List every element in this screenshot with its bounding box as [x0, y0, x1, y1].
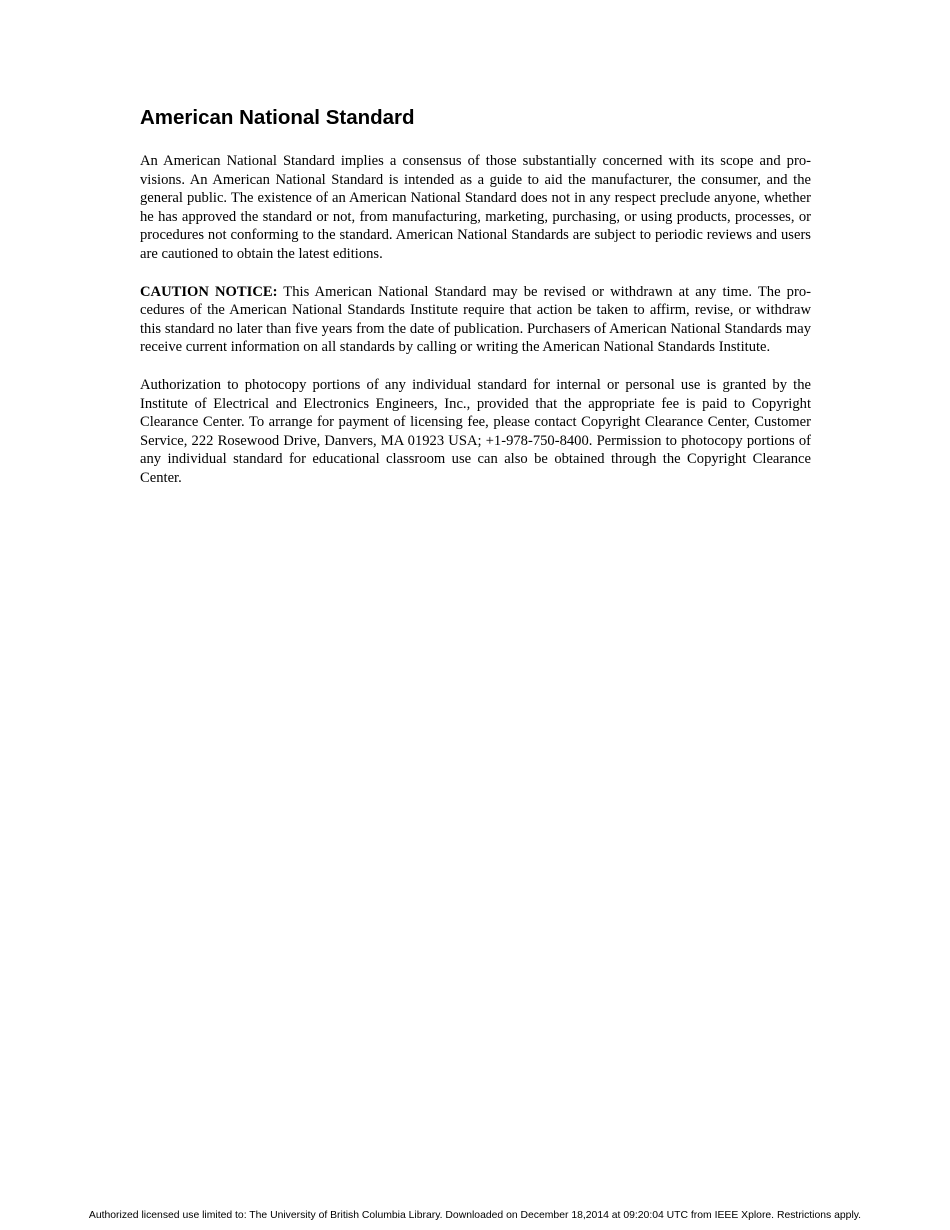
license-footer: Authorized licensed use limited to: The University of British Columbia Library. Downloaded on December 18,2014 at 09:20:04 UTC from IEEE Xplore. Restrictions apply. [88, 1210, 862, 1221]
document-page [140, 104, 811, 507]
caution-notice-text: This American National Standard may be revised or withdrawn at any time. The procedures of the American National Standards Institute require that action be taken to affirm, revise, or withdraw this standard no later than five years from the date of publication. Purchasers of American National Standards may receive current information on all standards by calling or writing the American National Standards Institute. [140, 283, 811, 356]
caution-notice-label: CAUTION NOTICE: [140, 283, 278, 300]
body-paragraph-ans-definition: An American National Standard implies a consensus of those substantially concerned with its scope and provisions. An American National Standard is intended as a guide to aid the manufacturer, the consumer, and the general public. The existence of an American National Standard does not in any respect preclude anyone, whether he has approved the standard or not, from manufacturing, marketing, purchasing, or using products, processes, or procedures not conforming to the standard. American National Standards are subject to periodic reviews and users are cautioned to obtain the latest editions. [140, 153, 811, 262]
body-paragraph-photocopy-authorization: Authorization to photocopy portions of any individual standard for internal or personal use is granted by the Institute of Electrical and Electronics Engineers, Inc., provided that the appropriate fee is paid to Copyright Clearance Center. To arrange for payment of licensing fee, please contact Copyright Clearance Center, Customer Service, 222 Rosewood Drive, Danvers, MA 01923 USA; +1-978-750-8400. Permission to photocopy portions of any individual standard for educational classroom use can also be obtained through the Copyright Clearance Center. [140, 376, 811, 486]
caution-notice-paragraph [140, 283, 811, 357]
page-title: American National Standard [140, 106, 415, 129]
